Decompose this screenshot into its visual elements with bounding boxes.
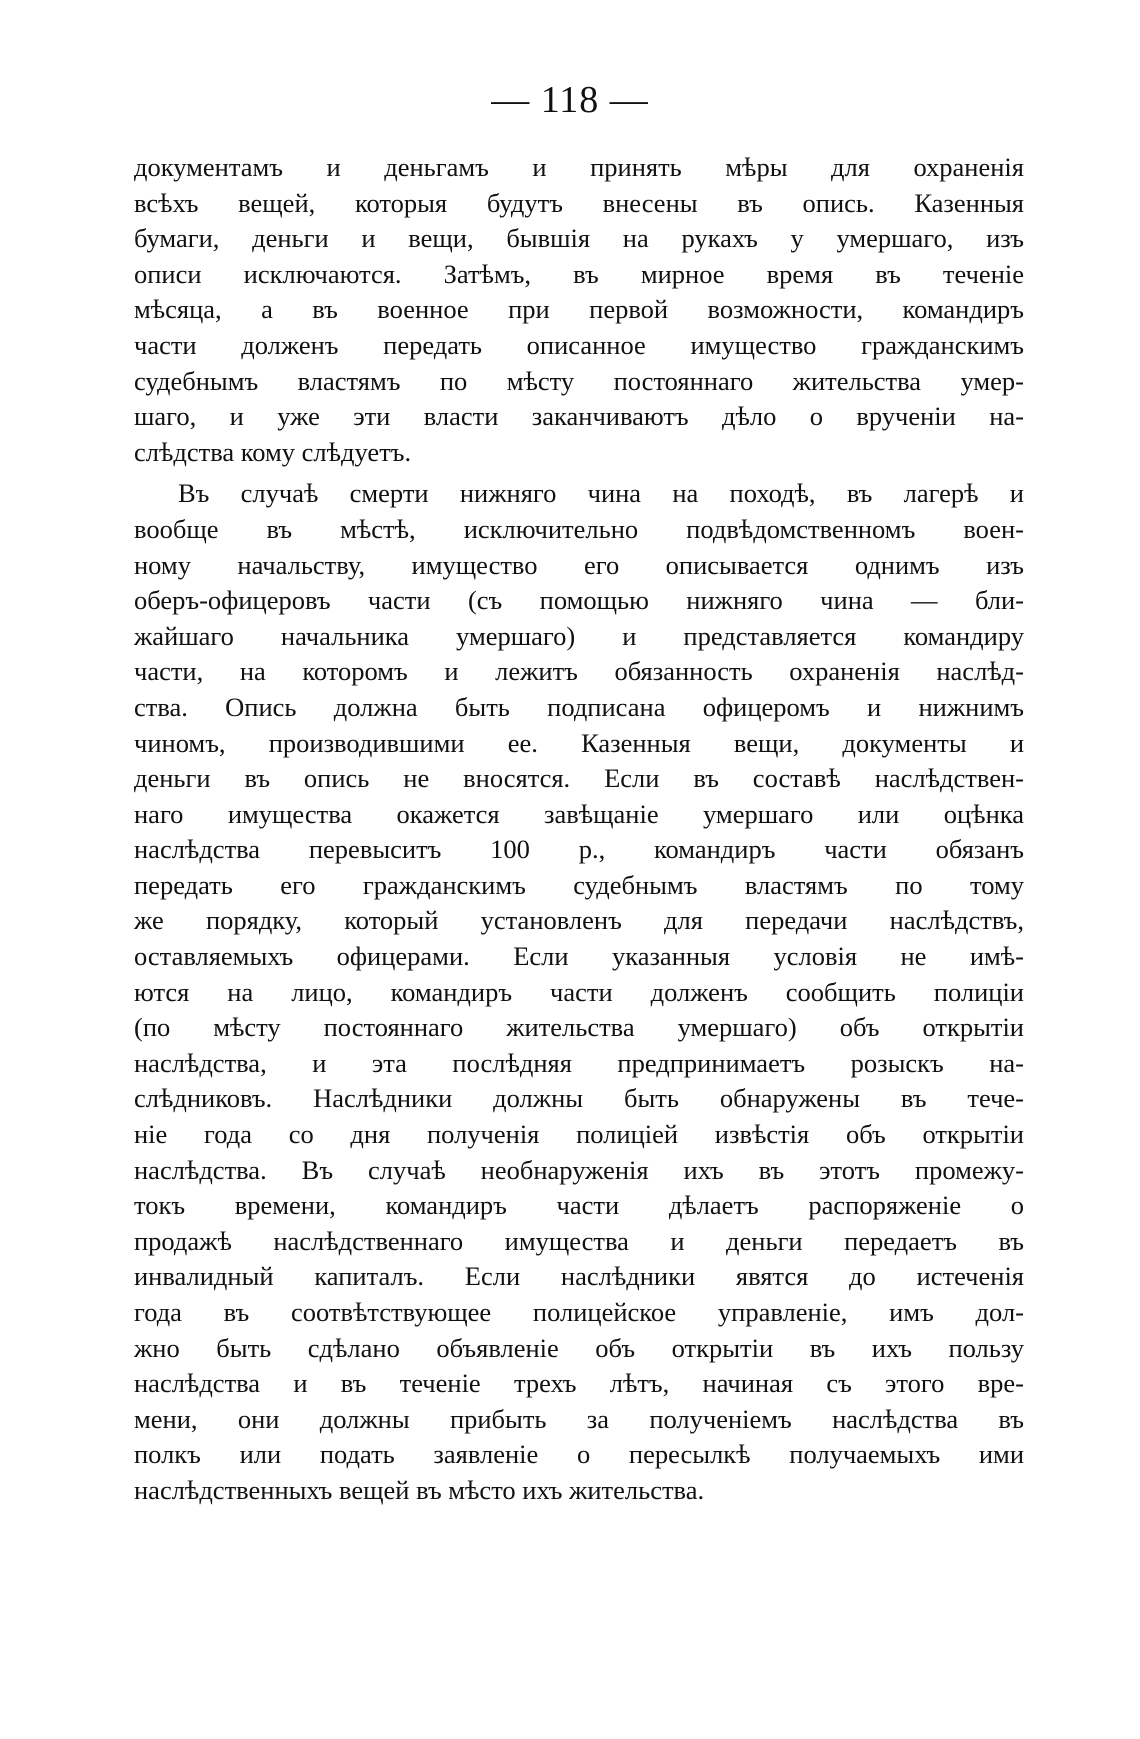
text-line: ному начальству, имущество его описывается однимъ изъ [134,549,1024,580]
text-line: наго имущества окажется завѣщаніе умершаго или оцѣнка [134,798,1024,829]
text-line: наслѣдства и въ теченіе трехъ лѣтъ, начиная съ этого вре- [134,1368,1024,1399]
text-line: шаго, и уже эти власти заканчиваютъ дѣло о врученіи на- [134,401,1024,432]
text-line: же порядку, который установленъ для передачи наслѣдствъ, [134,905,1024,936]
page-number: — 118 — [491,79,649,121]
text-line: мени, они должны прибыть за полученіемъ наслѣдства въ [134,1403,1024,1434]
text-line: инвалидный капиталъ. Если наслѣдники явятся до истеченія [134,1261,1024,1292]
text-line: документамъ и деньгамъ и принять мѣры для охраненія [134,152,1024,182]
text-line: мѣсяца, а въ военное при первой возможности, командиръ [134,294,1024,325]
text-line: судебнымъ властямъ по мѣсту постояннаго жительства умер- [134,365,1024,396]
text-line: оставляемыхъ офицерами. Если указанныя условія не имѣ- [134,941,1024,972]
text-line: вообще въ мѣстѣ, исключительно подвѣдомственномъ воен- [134,513,1024,544]
text-line: (по мѣсту постояннаго жительства умершаго) объ открытіи [134,1012,1024,1043]
text-line: деньги въ опись не вносятся. Если въ составѣ наслѣдствен- [134,763,1024,794]
text-line: ніе года со дня полученія полиціей извѣстія объ открытіи [134,1119,1024,1150]
text-line: жно быть сдѣлано объявленіе объ открытіи въ ихъ пользу [134,1332,1024,1363]
text-line: передать его гражданскимъ судебнымъ властямъ по тому [134,869,1024,900]
text-line: продажѣ наслѣдственнаго имущества и деньги передаетъ въ [134,1225,1024,1256]
text-line: наслѣдства. Въ случаѣ необнаруженія ихъ въ этотъ промежу- [134,1154,1024,1185]
text-line: слѣдства кому слѣдуетъ. [134,436,412,467]
text-line: наслѣдства, и эта послѣдняя предпринимаетъ розыскъ на- [134,1047,1024,1078]
text-line: наслѣдственныхъ вещей въ мѣсто ихъ жительства. [134,1474,705,1505]
text-line: года въ соотвѣтствующее полицейское управленіе, имъ дол- [134,1297,1024,1327]
text-line: ства. Опись должна быть подписана офицеромъ и нижнимъ [134,691,1024,722]
text-line: ются на лицо, командиръ части долженъ сообщить полиціи [134,976,1024,1007]
text-line: оберъ-офицеровъ части (съ помощью нижняго чина — бли- [134,585,1024,616]
text-line: части, на которомъ и лежитъ обязанность охраненія наслѣд- [134,656,1024,687]
text-line: наслѣдства перевыситъ 100 р., командиръ части обязанъ [134,834,1024,865]
text-line: жайшаго начальника умершаго) и представляется командиру [134,620,1024,651]
text-line: токъ времени, командиръ части дѣлаетъ распоряженіе о [134,1190,1024,1221]
text-line: части долженъ передать описанное имущество гражданскимъ [134,329,1024,360]
text-line: описи исключаются. Затѣмъ, въ мирное время въ теченіе [134,258,1024,289]
text-line: полкъ или подать заявленіе о пересылкѣ получаемыхъ ими [134,1439,1024,1470]
text-line: чиномъ, производившими ее. Казенныя вещи, документы и [134,727,1024,758]
text-line: Въ случаѣ смерти нижняго чина на походѣ, въ лагерѣ и [178,478,1024,509]
text-line: слѣдниковъ. Наслѣдники должны быть обнаружены въ тече- [134,1083,1024,1114]
body-text [134,150,1024,1509]
paragraph-1 [134,150,1024,470]
text-line: бумаги, деньги и вещи, бывшія на рукахъ у умершаго, изъ [134,223,1024,254]
text-line: всѣхъ вещей, которыя будутъ внесены въ опись. Казенныя [134,187,1024,218]
paragraph-2 [134,476,1024,1508]
